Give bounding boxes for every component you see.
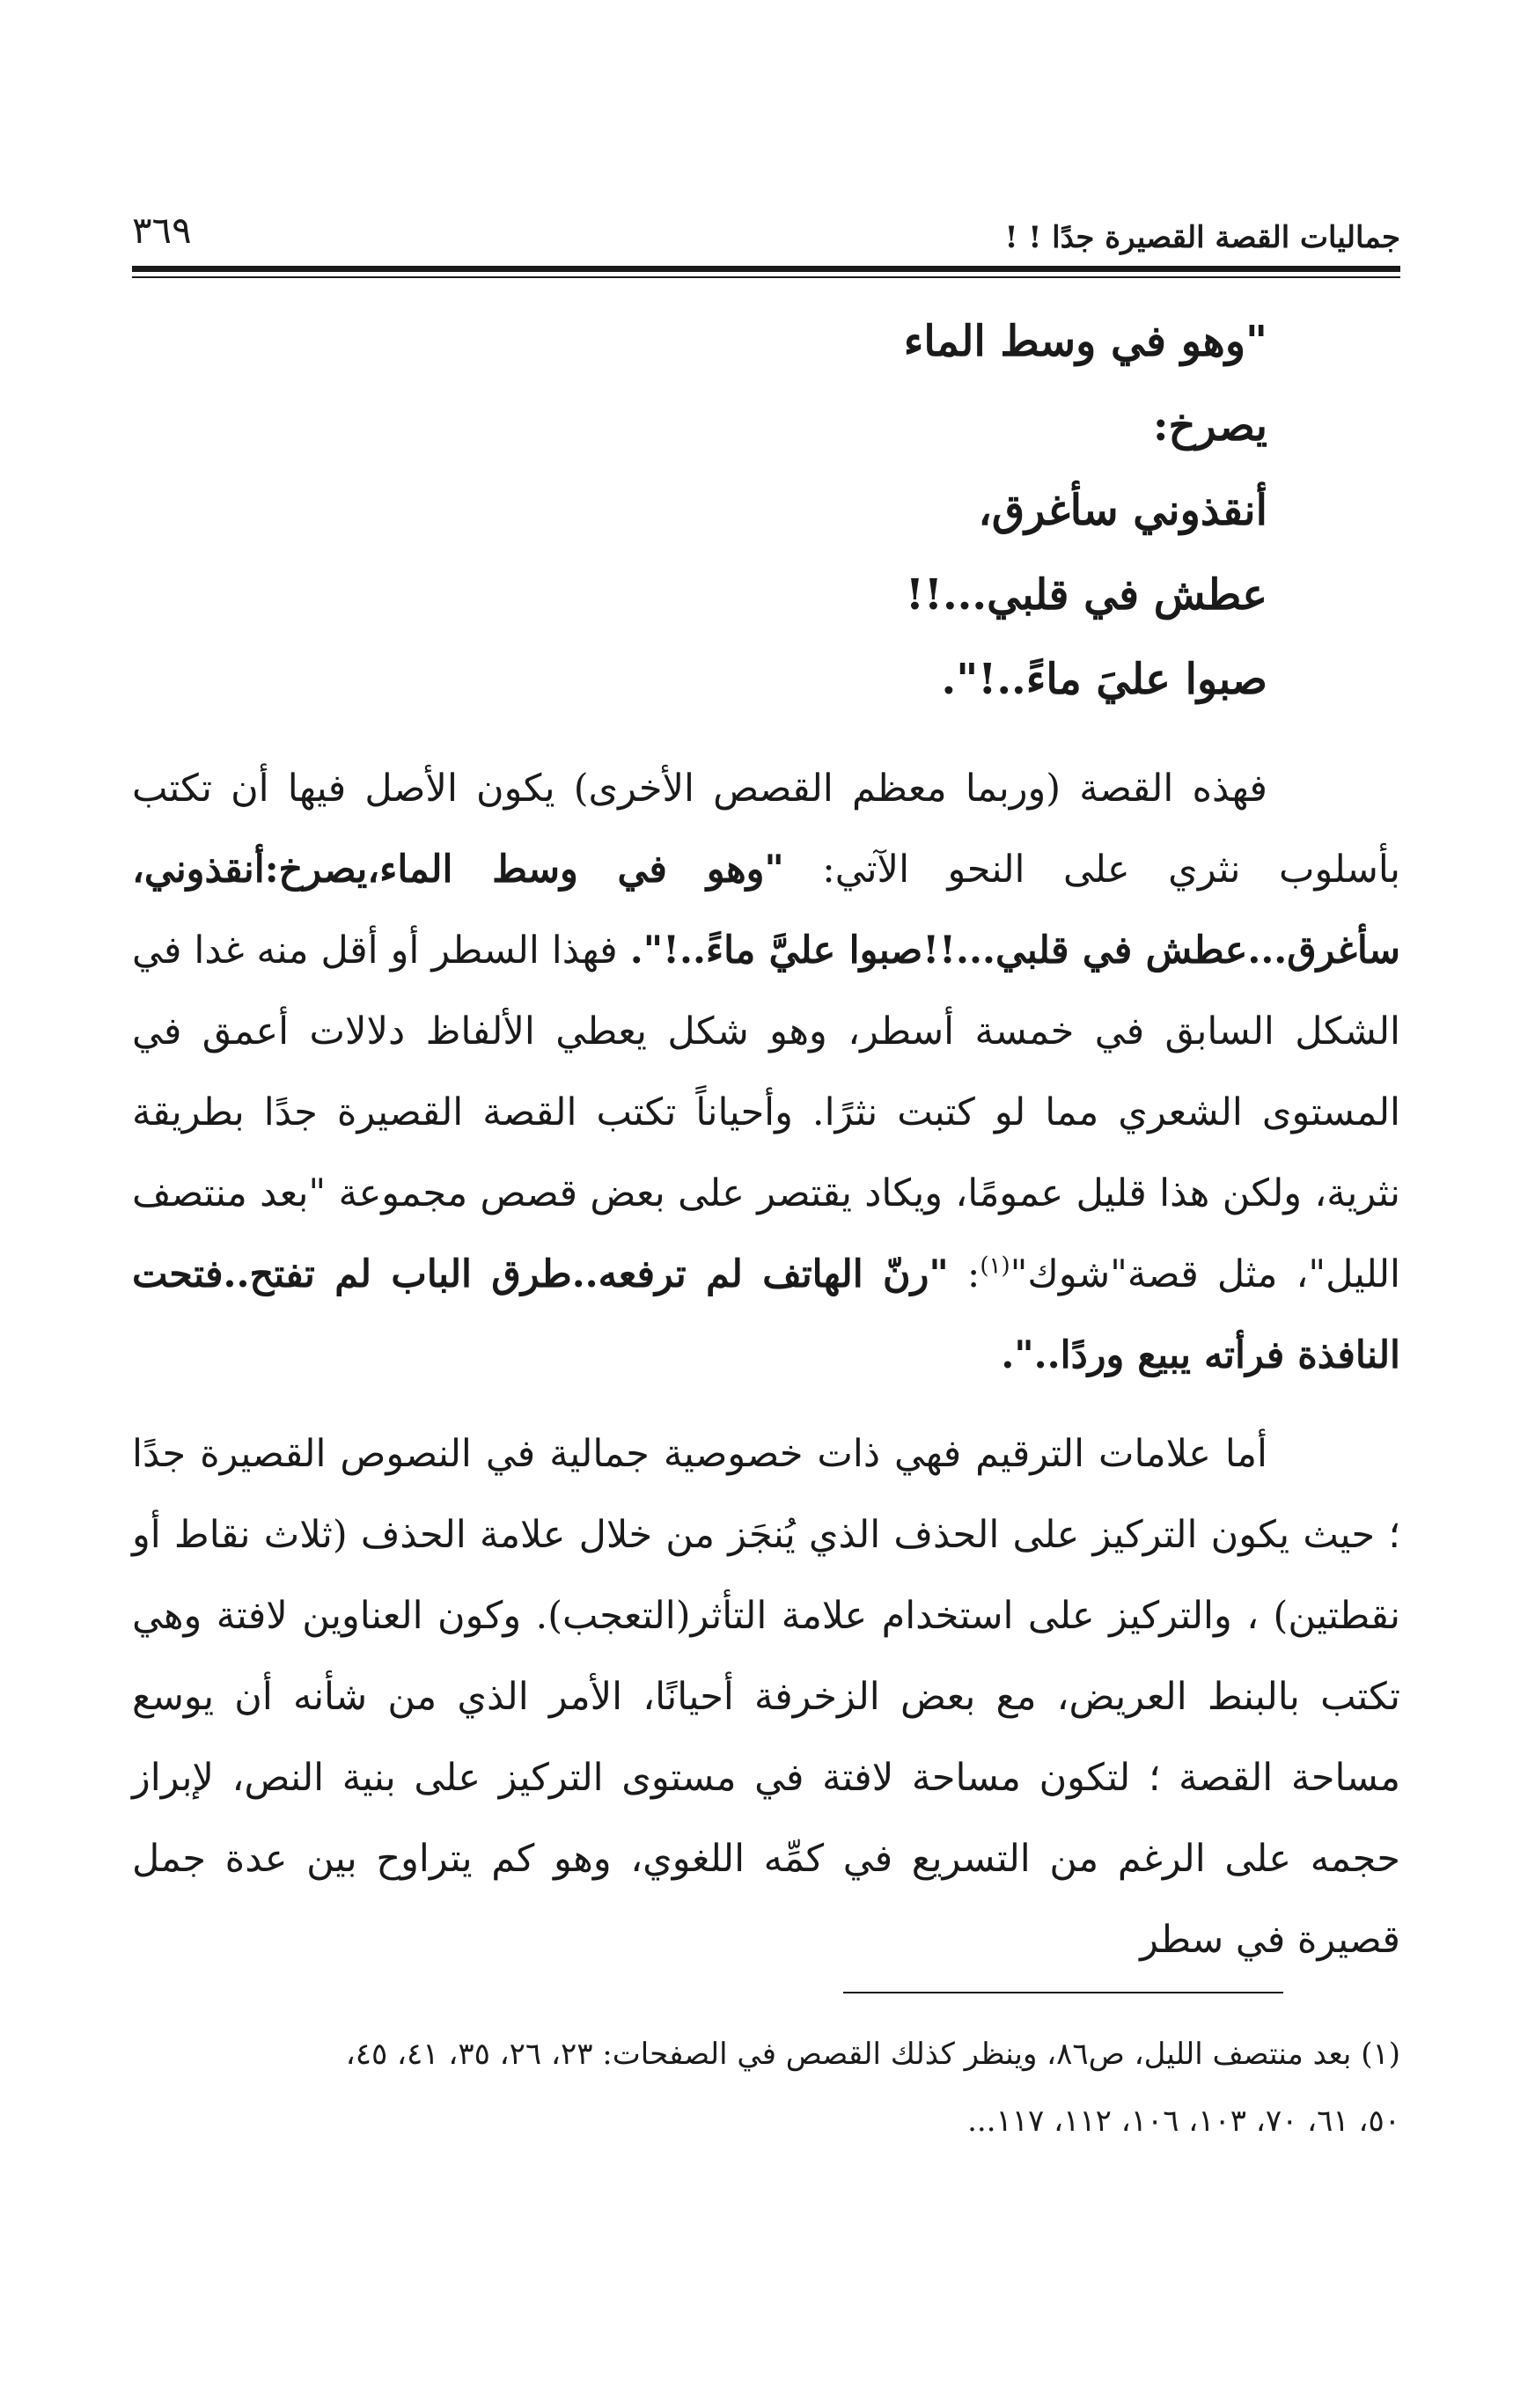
footnote-separator	[843, 1992, 1283, 1993]
poem-line: يصرخ:	[1152, 401, 1267, 451]
page-header	[132, 201, 1400, 262]
paragraph-1-bold-quote-b: "رنّ الهاتف لم ترفعه..طرق الباب لم تفتح..فتحت النافذة فرأته يبيع وردًا..".	[132, 1252, 1400, 1377]
poem-line: أنقذوني سأغرق،	[978, 486, 1267, 535]
header-rule-thin	[132, 276, 1400, 278]
footnote-line-1: (١) بعد منتصف الليل، ص٨٦، وينظر كذلك القصص في الصفحات: ٢٣، ٢٦، ٣٥، ٤١، ٤٥،	[345, 2037, 1400, 2072]
paragraph-1-text-b: فهذا السطر أو أقل منه غدا في الشكل السابق في خمسة أسطر، وهو شكل يعطي الألفاظ دلالات أعمق في المستوى الشعري مما لو كتبت نثرًا. وأحياناً تكتب القصة القصيرة جدًا بطريقة نثرية، ولكن هذا قليل عمومًا، ويكاد يقتصر على بعض قصص مجموعة "بعد منتصف الليل"، مثل قصة"شوك"	[132, 929, 1401, 1296]
header-rule-thick	[132, 266, 1400, 272]
footnote-line-2: ٥٠، ٦١، ٧٠، ١٠٣، ١٠٦، ١١٢، ١١٧...	[967, 2103, 1400, 2139]
paragraph-1	[132, 748, 1400, 1396]
running-title: جماليات القصة القصيرة جدًا ! !	[1004, 220, 1400, 255]
footnote	[132, 2021, 1400, 2155]
paragraph-2: أما علامات الترقيم فهي ذات خصوصية جمالية في النصوص القصيرة جدًا ؛ حيث يكون التركيز على الحذف الذي يُنجَز من خلال علامة الحذف (ثلاث نقاط أو نقطتين) ، والتركيز على استخدام علامة التأثر(التعجب). وكون العناوين لافتة وهي تكتب بالبنط العريض، مع بعض الزخرفة أحيانًا، الأمر الذي من شأنه أن يوسع مساحة القصة ؛ لتكون مساحة لافتة في مستوى التركيز على بنية النص، لإبراز حجمه على الرغم من التسريع في كمِّه اللغوي، وهو كم يتراوح بين عدة جمل قصيرة في سطر	[132, 1432, 1400, 1962]
poem-block	[132, 299, 1267, 722]
poem-line: "وهو في وسط الماء	[903, 317, 1267, 366]
poem-line: صبوا عليَ ماءً..!".	[941, 655, 1267, 704]
poem-line: عطش في قلبي...!!	[905, 570, 1267, 620]
paragraph-1-bold-quote-a: "وهو في وسط الماء،يصرخ:أنقذوني، سأغرق...عطش في قلبي...!!صبوا عليَّ ماءً..!".	[132, 848, 1400, 973]
footnote-reference[interactable]: (١)	[980, 1252, 1010, 1280]
paragraph-1-text-a: فهذه القصة (وربما معظم القصص الأخرى) يكون الأصل فيها أن تكتب بأسلوب نثري على النحو الآتي:	[132, 767, 1400, 892]
body-text	[132, 748, 1401, 1962]
paragraph-1-text-c: :	[948, 1252, 980, 1296]
page-number: ٣٦٩	[132, 209, 192, 252]
